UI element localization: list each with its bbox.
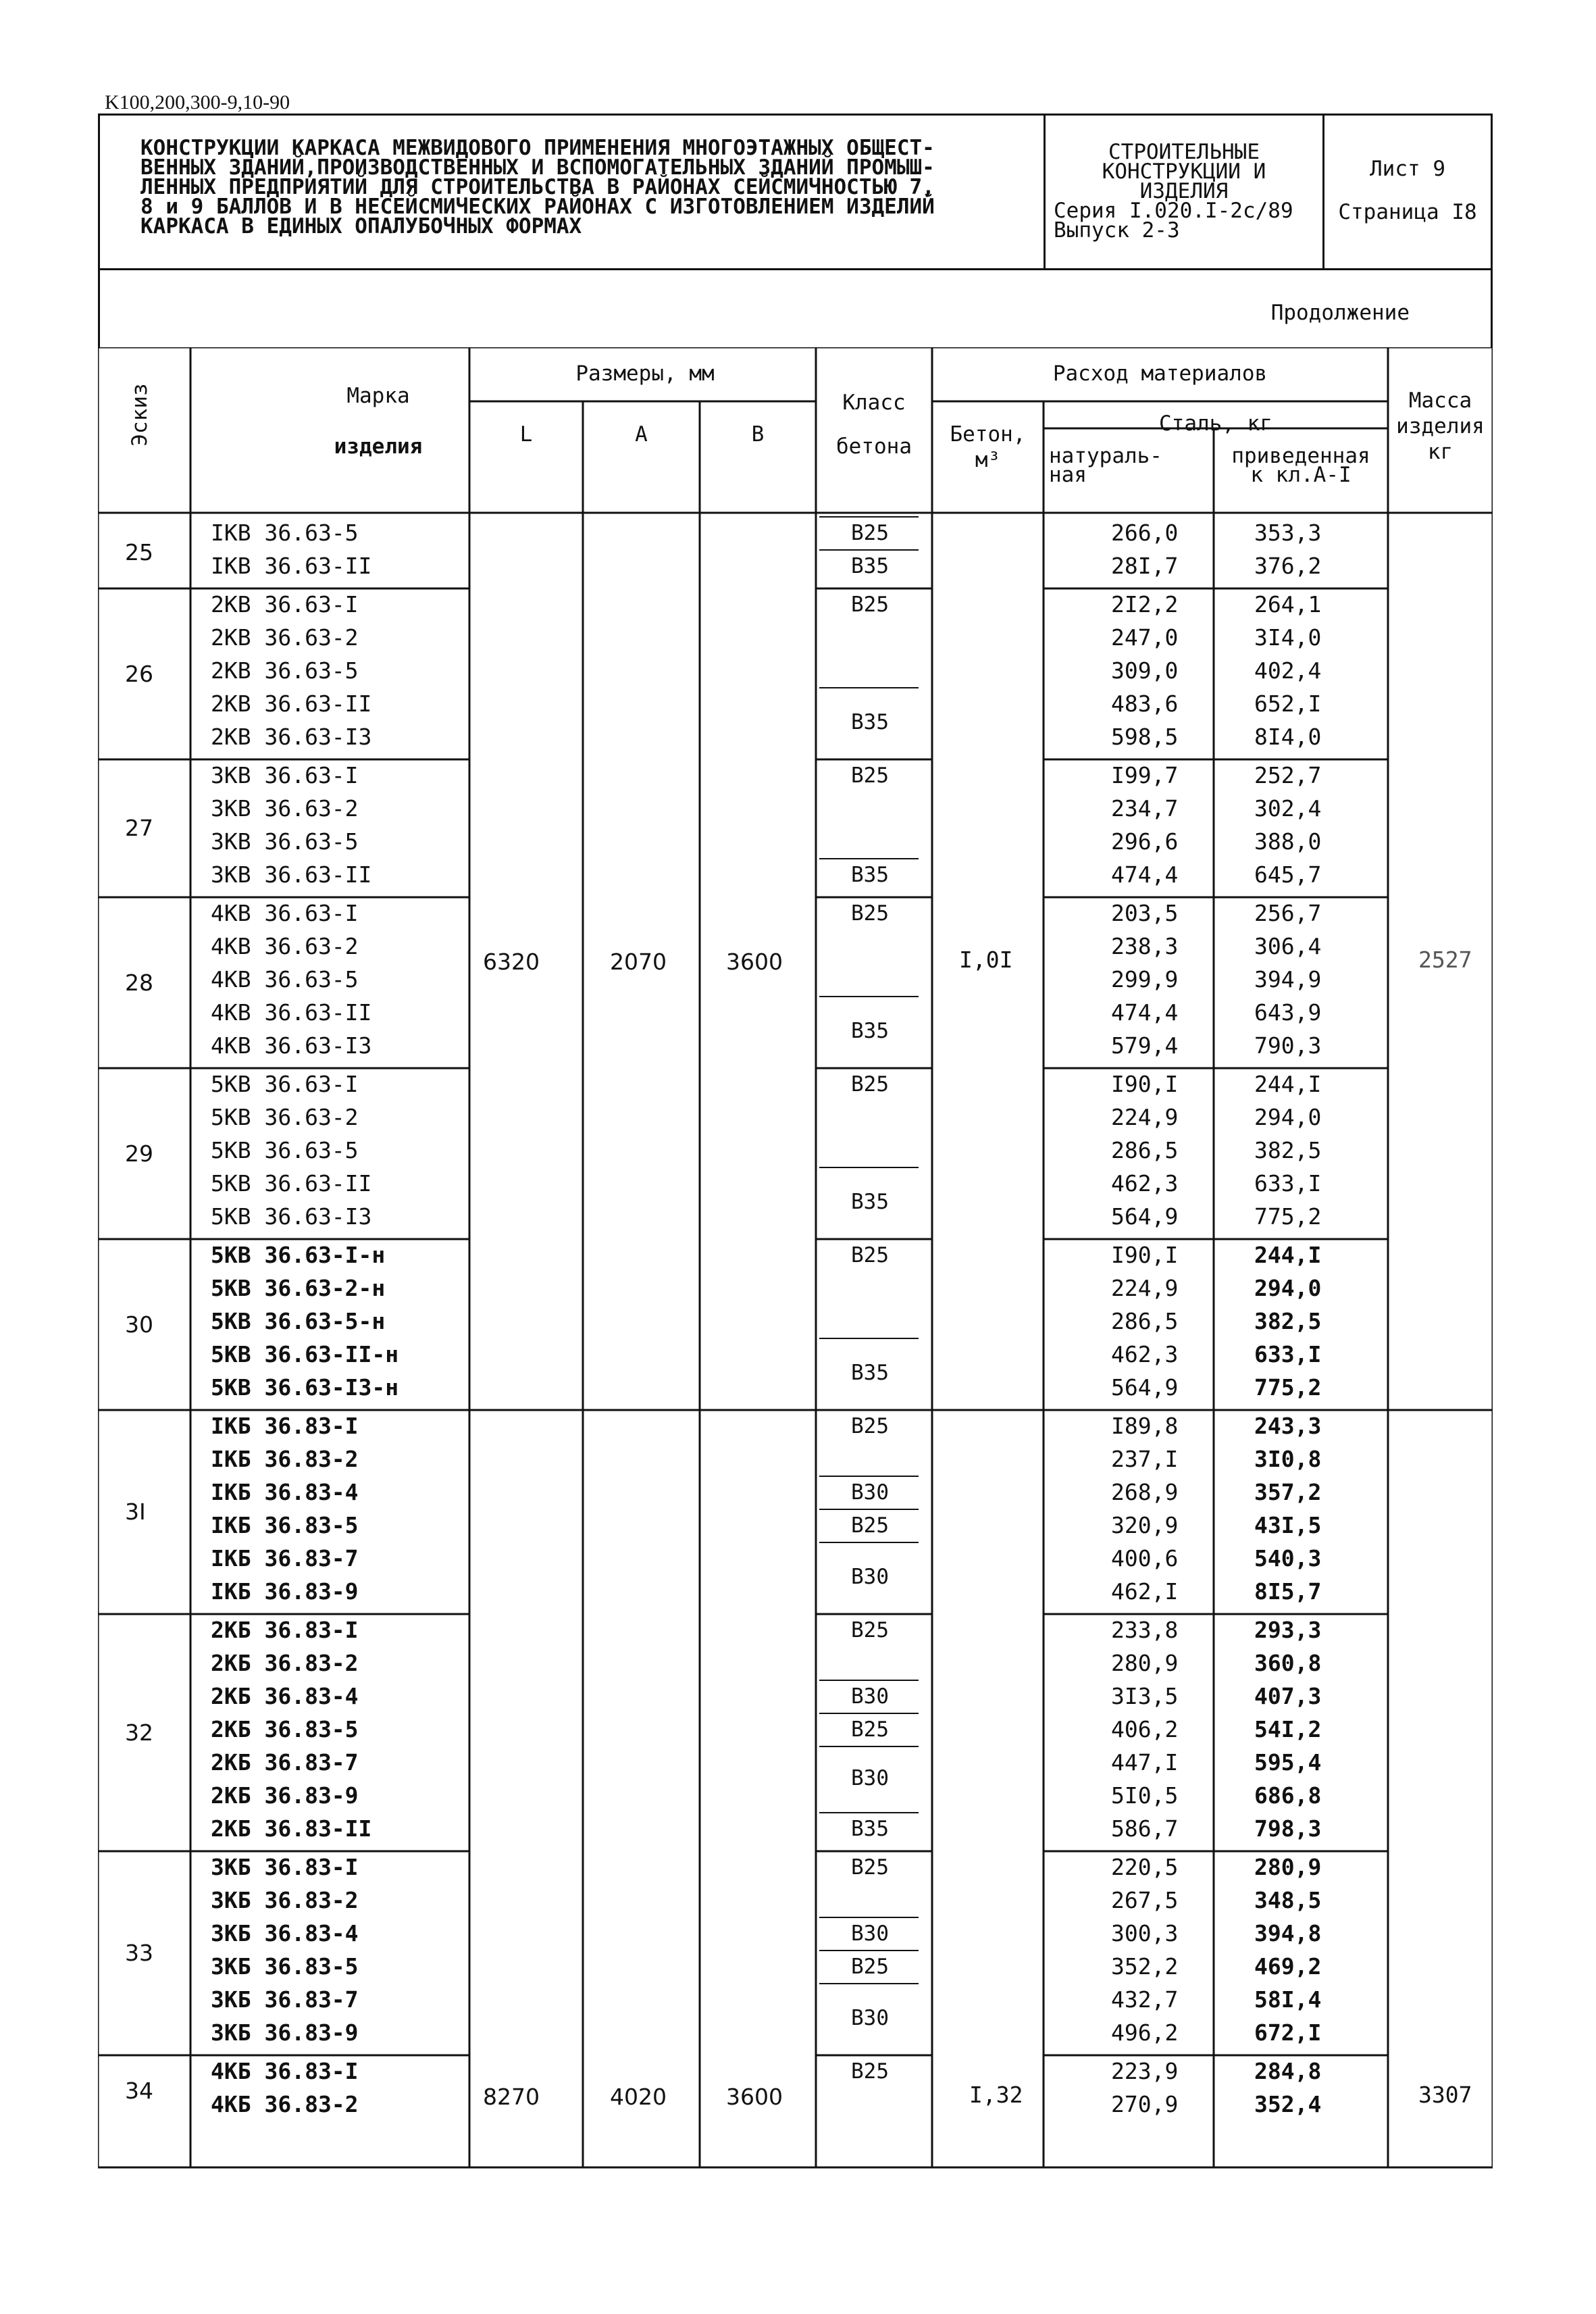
row-steel-reduced: 58I,4: [1254, 1986, 1322, 2013]
row-steel-reduced: 54I,2: [1254, 1716, 1322, 1742]
sketch-number: 30: [125, 1311, 153, 1338]
title-line: КОНСТРУКЦИИ КАРКАСА МЕЖВИДОВОГО ПРИМЕНЕНИЯ МНОГОЭТАЖНЫХ ОБЩЕСТ-: [140, 136, 935, 160]
row-steel-natural: 237,I: [1111, 1446, 1179, 1472]
sketch-number: 32: [125, 1719, 153, 1746]
row-concrete-class: B25: [851, 1072, 889, 1097]
row-steel-reduced: 244,I: [1254, 1242, 1322, 1268]
row-steel-reduced: 672,I: [1254, 2019, 1322, 2046]
row-mark: 2КБ 36.83-I: [211, 1617, 359, 1643]
row-mark: 5КВ 36.63-I3: [211, 1203, 372, 1230]
row-concrete-class: B30: [851, 1684, 889, 1709]
row-concrete-class: B35: [851, 1019, 889, 1043]
row-steel-reduced: 394,8: [1254, 1920, 1322, 1946]
row-steel-natural: 320,9: [1111, 1512, 1179, 1538]
row-mark: 3КБ 36.83-7: [211, 1986, 359, 2013]
row-mark: 3КБ 36.83-9: [211, 2019, 359, 2046]
row-steel-natural: 299,9: [1111, 966, 1179, 992]
row-mark: 3КВ 36.63-5: [211, 828, 359, 855]
row-mark: 2КБ 36.83-9: [211, 1782, 359, 1809]
row-mark: IКБ 36.83-9: [211, 1578, 359, 1605]
sketch-number: 33: [125, 1940, 153, 1966]
group2-concrete: I,32: [969, 2082, 1023, 2108]
row-steel-reduced: 264,1: [1254, 591, 1322, 618]
row-steel-natural: 300,3: [1111, 1920, 1179, 1946]
row-steel-natural: 28I,7: [1111, 553, 1179, 579]
col-mark-header-2: изделия: [334, 434, 423, 459]
row-steel-reduced: 633,I: [1254, 1170, 1322, 1197]
row-mark: 4КБ 36.83-I: [211, 2058, 359, 2084]
row-steel-reduced: 294,0: [1254, 1104, 1322, 1130]
col-sketch-header: [99, 368, 180, 462]
row-steel-reduced: 43I,5: [1254, 1512, 1322, 1538]
row-mark: 2КБ 36.83-II: [211, 1815, 372, 1842]
row-mark: 3КБ 36.83-I: [211, 1854, 359, 1880]
row-steel-reduced: 3I4,0: [1254, 624, 1322, 651]
row-concrete-class: B35: [851, 863, 889, 887]
sketch-number: 34: [125, 2078, 153, 2104]
col-L-header: L: [519, 422, 533, 447]
row-concrete-class: B30: [851, 1565, 889, 1589]
col-concrete-header-1: Бетон,: [950, 422, 1026, 447]
row-steel-natural: 579,4: [1111, 1032, 1179, 1059]
row-mark: 2КВ 36.63-II: [211, 690, 372, 717]
row-steel-reduced: 294,0: [1254, 1275, 1322, 1301]
row-concrete-class: B25: [851, 763, 889, 788]
row-mark: 4КВ 36.63-5: [211, 966, 359, 992]
row-mark: 2КБ 36.83-5: [211, 1716, 359, 1742]
row-concrete-class: B35: [851, 1817, 889, 1841]
row-mark: 5КВ 36.63-I-н: [211, 1242, 386, 1268]
row-mark: 3КБ 36.83-4: [211, 1920, 359, 1946]
row-steel-reduced: 243,3: [1254, 1413, 1322, 1439]
col-B-header: B: [751, 422, 765, 447]
row-mark: 3КБ 36.83-5: [211, 1953, 359, 1980]
row-mark: 3КВ 36.63-I: [211, 762, 359, 788]
row-mark: 3КБ 36.83-2: [211, 1887, 359, 1913]
row-steel-natural: 280,9: [1111, 1650, 1179, 1676]
row-steel-reduced: 357,2: [1254, 1479, 1322, 1505]
row-steel-natural: 309,0: [1111, 657, 1179, 684]
col-A-header: A: [635, 422, 648, 447]
row-mark: 5КВ 36.63-II: [211, 1170, 372, 1197]
row-mark: IКВ 36.63-5: [211, 520, 359, 546]
page-number: Страница I8: [1338, 200, 1477, 224]
row-steel-natural: I90,I: [1111, 1071, 1179, 1097]
row-steel-reduced: 353,3: [1254, 520, 1322, 546]
row-mark: IКБ 36.83-4: [211, 1479, 359, 1505]
row-mark: 5КВ 36.63-I3-н: [211, 1374, 399, 1401]
row-steel-natural: 286,5: [1111, 1308, 1179, 1334]
row-steel-reduced: 352,4: [1254, 2091, 1322, 2117]
row-concrete-class: B35: [851, 710, 889, 734]
series-number: Серия I.020.I-2с/89: [1054, 199, 1293, 223]
row-steel-natural: 432,7: [1111, 1986, 1179, 2013]
row-steel-natural: 462,3: [1111, 1341, 1179, 1367]
group1-B: 3600: [726, 949, 783, 975]
document-code: K100,200,300-9,10-90: [105, 91, 290, 114]
sketch-number: 28: [125, 969, 153, 996]
row-steel-reduced: 8I5,7: [1254, 1578, 1322, 1605]
sketch-number: 26: [125, 660, 153, 687]
series-line: ИЗДЕЛИЯ: [1139, 179, 1229, 203]
row-steel-natural: 238,3: [1111, 933, 1179, 959]
row-mark: 2КВ 36.63-2: [211, 624, 359, 651]
row-steel-reduced: 643,9: [1254, 999, 1322, 1026]
row-mark: 5КВ 36.63-5: [211, 1137, 359, 1163]
col-sketch-label: Эскиз: [128, 383, 152, 447]
group1-L: 6320: [483, 949, 540, 975]
group2-mass: 3307: [1418, 2082, 1472, 2108]
row-concrete-class: B25: [851, 1243, 889, 1267]
row-mark: IКБ 36.83-5: [211, 1512, 359, 1538]
series-line: СТРОИТЕЛЬНЫЕ: [1108, 140, 1260, 164]
row-steel-natural: 462,3: [1111, 1170, 1179, 1197]
row-steel-natural: 220,5: [1111, 1854, 1179, 1880]
row-steel-reduced: 8I4,0: [1254, 724, 1322, 750]
row-mark: 2КБ 36.83-4: [211, 1683, 359, 1709]
row-concrete-class: B25: [851, 901, 889, 926]
group1-concrete: I,0I: [959, 947, 1013, 973]
col-concrete-header-2: м³: [975, 448, 1001, 472]
group1-A: 2070: [610, 949, 667, 975]
row-concrete-class: B25: [851, 1513, 889, 1538]
row-steel-reduced: 394,9: [1254, 966, 1322, 992]
col-reduced-header-2: к кл.А-I: [1250, 463, 1352, 487]
row-mark: 5КВ 36.63-I: [211, 1071, 359, 1097]
row-steel-natural: 224,9: [1111, 1275, 1179, 1301]
col-natural-header-2: ная: [1049, 463, 1087, 487]
row-steel-natural: 286,5: [1111, 1137, 1179, 1163]
continuation-bar: [98, 268, 1493, 347]
row-mark: 2КВ 36.63-I: [211, 591, 359, 618]
row-steel-natural: 233,8: [1111, 1617, 1179, 1643]
row-steel-natural: 270,9: [1111, 2091, 1179, 2117]
row-steel-natural: 266,0: [1111, 520, 1179, 546]
row-mark: 5КВ 36.63-II-н: [211, 1341, 399, 1367]
row-steel-natural: 474,4: [1111, 861, 1179, 888]
row-steel-natural: 447,I: [1111, 1749, 1179, 1776]
row-concrete-class: B25: [851, 1414, 889, 1438]
row-steel-natural: 352,2: [1111, 1953, 1179, 1980]
col-sizes-header: Размеры, мм: [575, 361, 715, 386]
series-block: [1046, 116, 1324, 268]
row-steel-natural: 296,6: [1111, 828, 1179, 855]
col-materials-header: Расход материалов: [1052, 361, 1268, 386]
row-steel-natural: I89,8: [1111, 1413, 1179, 1439]
col-reduced-header-1: приведенная: [1231, 444, 1370, 468]
row-mark: 5КВ 36.63-2: [211, 1104, 359, 1130]
row-steel-reduced: 293,3: [1254, 1617, 1322, 1643]
row-concrete-class: B25: [851, 1955, 889, 1979]
row-mark: 2КБ 36.83-2: [211, 1650, 359, 1676]
row-mark: 3КВ 36.63-2: [211, 795, 359, 822]
group1-mass: 2527: [1418, 947, 1472, 973]
document-title: [100, 116, 1046, 268]
row-steel-natural: 483,6: [1111, 690, 1179, 717]
row-steel-reduced: 306,4: [1254, 933, 1322, 959]
row-steel-reduced: 382,5: [1254, 1308, 1322, 1334]
row-steel-reduced: 348,5: [1254, 1887, 1322, 1913]
row-mark: 4КБ 36.83-2: [211, 2091, 359, 2117]
row-concrete-class: B25: [851, 2059, 889, 2084]
row-steel-natural: 474,4: [1111, 999, 1179, 1026]
row-steel-reduced: 402,4: [1254, 657, 1322, 684]
row-concrete-class: B35: [851, 1361, 889, 1385]
row-steel-natural: 3I3,5: [1111, 1683, 1179, 1709]
row-mark: 5КВ 36.63-5-н: [211, 1308, 386, 1334]
row-mark: 4КВ 36.63-II: [211, 999, 372, 1026]
row-concrete-class: B25: [851, 1618, 889, 1642]
row-steel-reduced: 280,9: [1254, 1854, 1322, 1880]
sheet-number: Лист 9: [1370, 157, 1445, 181]
row-mark: IКВ 36.63-II: [211, 553, 372, 579]
sketch-number: 27: [125, 815, 153, 841]
sheet-block: [1324, 116, 1491, 268]
row-mark: IКБ 36.83-7: [211, 1545, 359, 1571]
row-concrete-class: B35: [851, 1190, 889, 1214]
sketch-number: 25: [125, 539, 153, 565]
group2-B: 3600: [726, 2084, 783, 2110]
row-mark: 2КБ 36.83-7: [211, 1749, 359, 1776]
row-steel-reduced: 3I0,8: [1254, 1446, 1322, 1472]
row-steel-reduced: 284,8: [1254, 2058, 1322, 2084]
row-steel-natural: 223,9: [1111, 2058, 1179, 2084]
row-steel-natural: 247,0: [1111, 624, 1179, 651]
row-steel-reduced: 302,4: [1254, 795, 1322, 822]
row-steel-reduced: 790,3: [1254, 1032, 1322, 1059]
row-steel-reduced: 376,2: [1254, 553, 1322, 579]
row-concrete-class: B30: [851, 1766, 889, 1790]
row-mark: 5КВ 36.63-2-н: [211, 1275, 386, 1301]
row-steel-reduced: 540,3: [1254, 1545, 1322, 1571]
col-mass-header-1: Масса: [1408, 388, 1472, 413]
row-steel-reduced: 686,8: [1254, 1782, 1322, 1809]
group2-A: 4020: [610, 2084, 667, 2110]
row-steel-reduced: 775,2: [1254, 1374, 1322, 1401]
row-steel-natural: 406,2: [1111, 1716, 1179, 1742]
row-steel-natural: 5I0,5: [1111, 1782, 1179, 1809]
title-line: 8 и 9 БАЛЛОВ И В НЕСЕЙСМИЧЕСКИХ РАЙОНАХ С ИЗГОТОВЛЕНИЕМ ИЗДЕЛИЙ: [140, 195, 935, 219]
row-steel-natural: 268,9: [1111, 1479, 1179, 1505]
row-steel-natural: 224,9: [1111, 1104, 1179, 1130]
sketch-number: 3I: [125, 1499, 146, 1525]
row-steel-natural: 564,9: [1111, 1374, 1179, 1401]
sketch-number: 29: [125, 1140, 153, 1167]
row-mark: 4КВ 36.63-I: [211, 900, 359, 926]
row-steel-natural: 267,5: [1111, 1887, 1179, 1913]
col-mark-header-1: Марка: [346, 384, 410, 408]
row-steel-natural: 462,I: [1111, 1578, 1179, 1605]
row-steel-reduced: 775,2: [1254, 1203, 1322, 1230]
row-steel-reduced: 645,7: [1254, 861, 1322, 888]
series-line: КОНСТРУКЦИИ И: [1102, 159, 1266, 184]
row-steel-natural: 586,7: [1111, 1815, 1179, 1842]
row-steel-reduced: 252,7: [1254, 762, 1322, 788]
row-steel-natural: 564,9: [1111, 1203, 1179, 1230]
row-steel-reduced: 798,3: [1254, 1815, 1322, 1842]
row-mark: 2КВ 36.63-I3: [211, 724, 372, 750]
row-steel-natural: I99,7: [1111, 762, 1179, 788]
col-natural-header-1: натураль-: [1049, 444, 1162, 468]
row-concrete-class: B25: [851, 1717, 889, 1742]
row-mark: 4КВ 36.63-2: [211, 933, 359, 959]
row-mark: 4КВ 36.63-I3: [211, 1032, 372, 1059]
row-steel-reduced: 633,I: [1254, 1341, 1322, 1367]
materials-table: [98, 347, 1493, 2230]
row-concrete-class: B30: [851, 1480, 889, 1505]
issue-number: Выпуск 2-3: [1054, 218, 1180, 243]
row-concrete-class: B25: [851, 521, 889, 545]
title-line: ЛЕННЫХ ПРЕДПРИЯТИЙ ДЛЯ СТРОИТЕЛЬСТВА В РАЙОНАХ СЕЙСМИЧНОСТЬЮ 7,: [140, 175, 935, 199]
row-steel-natural: 496,2: [1111, 2019, 1179, 2046]
row-steel-reduced: 360,8: [1254, 1650, 1322, 1676]
row-concrete-class: B30: [851, 1921, 889, 1946]
continuation-label: Продолжение: [1270, 301, 1410, 325]
row-steel-natural: 598,5: [1111, 724, 1179, 750]
col-class-header-2: бетона: [836, 434, 912, 459]
row-steel-natural: 2I2,2: [1111, 591, 1179, 618]
row-concrete-class: B25: [851, 593, 889, 617]
row-steel-reduced: 595,4: [1254, 1749, 1322, 1776]
row-steel-reduced: 469,2: [1254, 1953, 1322, 1980]
row-mark: 2КВ 36.63-5: [211, 657, 359, 684]
title-line: ВЕННЫХ ЗДАНИЙ,ПРОИЗВОДСТВЕННЫХ И ВСПОМОГАТЕЛЬНЫХ ЗДАНИЙ ПРОМЫШ-: [140, 155, 935, 180]
row-steel-natural: 400,6: [1111, 1545, 1179, 1571]
row-steel-natural: 234,7: [1111, 795, 1179, 822]
group2-L: 8270: [483, 2084, 540, 2110]
row-mark: IКБ 36.83-2: [211, 1446, 359, 1472]
title-line: КАРКАСА В ЕДИНЫХ ОПАЛУБОЧНЫХ ФОРМАХ: [140, 214, 582, 238]
row-steel-reduced: 652,I: [1254, 690, 1322, 717]
title-block: [98, 114, 1493, 270]
row-steel-natural: 203,5: [1111, 900, 1179, 926]
row-mark: IКБ 36.83-I: [211, 1413, 359, 1439]
row-steel-reduced: 388,0: [1254, 828, 1322, 855]
row-mark: 3КВ 36.63-II: [211, 861, 372, 888]
col-steel-header: Сталь, кг: [1159, 411, 1272, 436]
row-steel-natural: I90,I: [1111, 1242, 1179, 1268]
row-concrete-class: B30: [851, 2006, 889, 2030]
row-concrete-class: B35: [851, 554, 889, 578]
col-mass-header-2: изделия: [1396, 414, 1485, 438]
row-steel-reduced: 382,5: [1254, 1137, 1322, 1163]
col-class-header-1: Класс: [842, 391, 906, 415]
row-steel-reduced: 244,I: [1254, 1071, 1322, 1097]
row-steel-reduced: 407,3: [1254, 1683, 1322, 1709]
row-concrete-class: B25: [851, 1855, 889, 1880]
row-steel-reduced: 256,7: [1254, 900, 1322, 926]
col-mass-header-3: кг: [1427, 440, 1453, 464]
